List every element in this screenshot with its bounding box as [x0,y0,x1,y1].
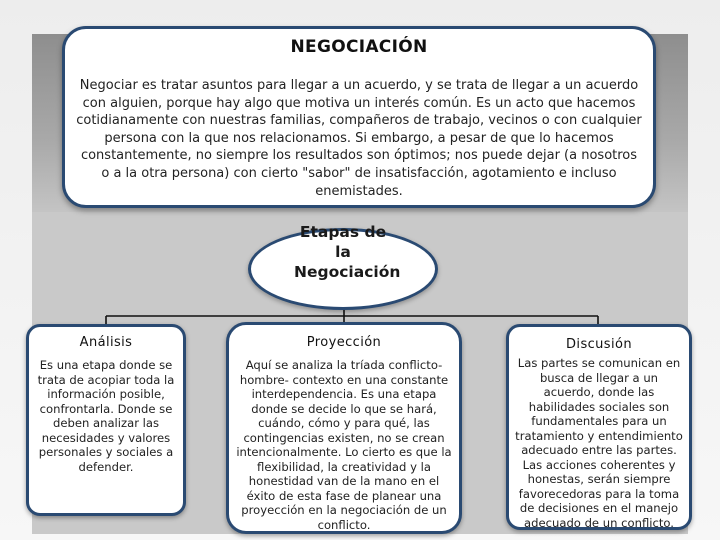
definition-text: Negociar es tratar asuntos para llegar a un acuerdo, y se trata de llegar a un acuerdo con alguien, porque hay algo que motiva un interés común. Es un acto que hacemos cotidianamente con nuestras familias, compañeros de trabajo, vecinos o con cualquier persona con la que nos relacionamos. Si embargo, a pesar de que lo hacemos constantemente, no siempre los resultados son óptimos; nos puede dejar (a nosotros o a la otra persona) con cierto "sabor" de insatisfacción, agotamiento e incluso enemistades. [76,78,642,199]
stage-analisis [26,324,186,516]
stage-title: Análisis [79,335,133,350]
definition-title: NEGOCIACIÓN [290,37,428,57]
stage-text: Aquí se analiza la tríada conflicto-hombre- contexto en una constante interdependencia. Es una etapa donde se decide lo que se hará, cuándo, cómo y para qué, las contingencias existen, no se crean intencionalmente. Lo cierto es que la flexibilidad, la creatividad y la honestidad van de la mano en el éxito de esta fase de planear una proyección en la negociación de un conflicto. [236,358,452,532]
stage-title: Discusión [566,337,632,352]
stage-text: Las partes se comunican en busca de llegar a un acuerdo, donde las habilidades sociales son fundamentales para un tratamiento y entendimiento adecuado entre las partes. Las acciones coherentes y honestas, serán siempre favorecedoras para la toma de decisiones en el manejo adecuado de un conflicto. [515,356,683,530]
stage-text: Es una etapa donde se trata de acopiar toda la información posible, confrontarla. Donde se deben analizar las necesidades y valores personales y sociales a defender. [37,358,175,474]
stage-title: Proyección [306,335,382,350]
stage-discusion [506,324,692,530]
stage-proyeccion [226,322,462,534]
stages-label: Etapas de la Negociación [294,223,401,281]
